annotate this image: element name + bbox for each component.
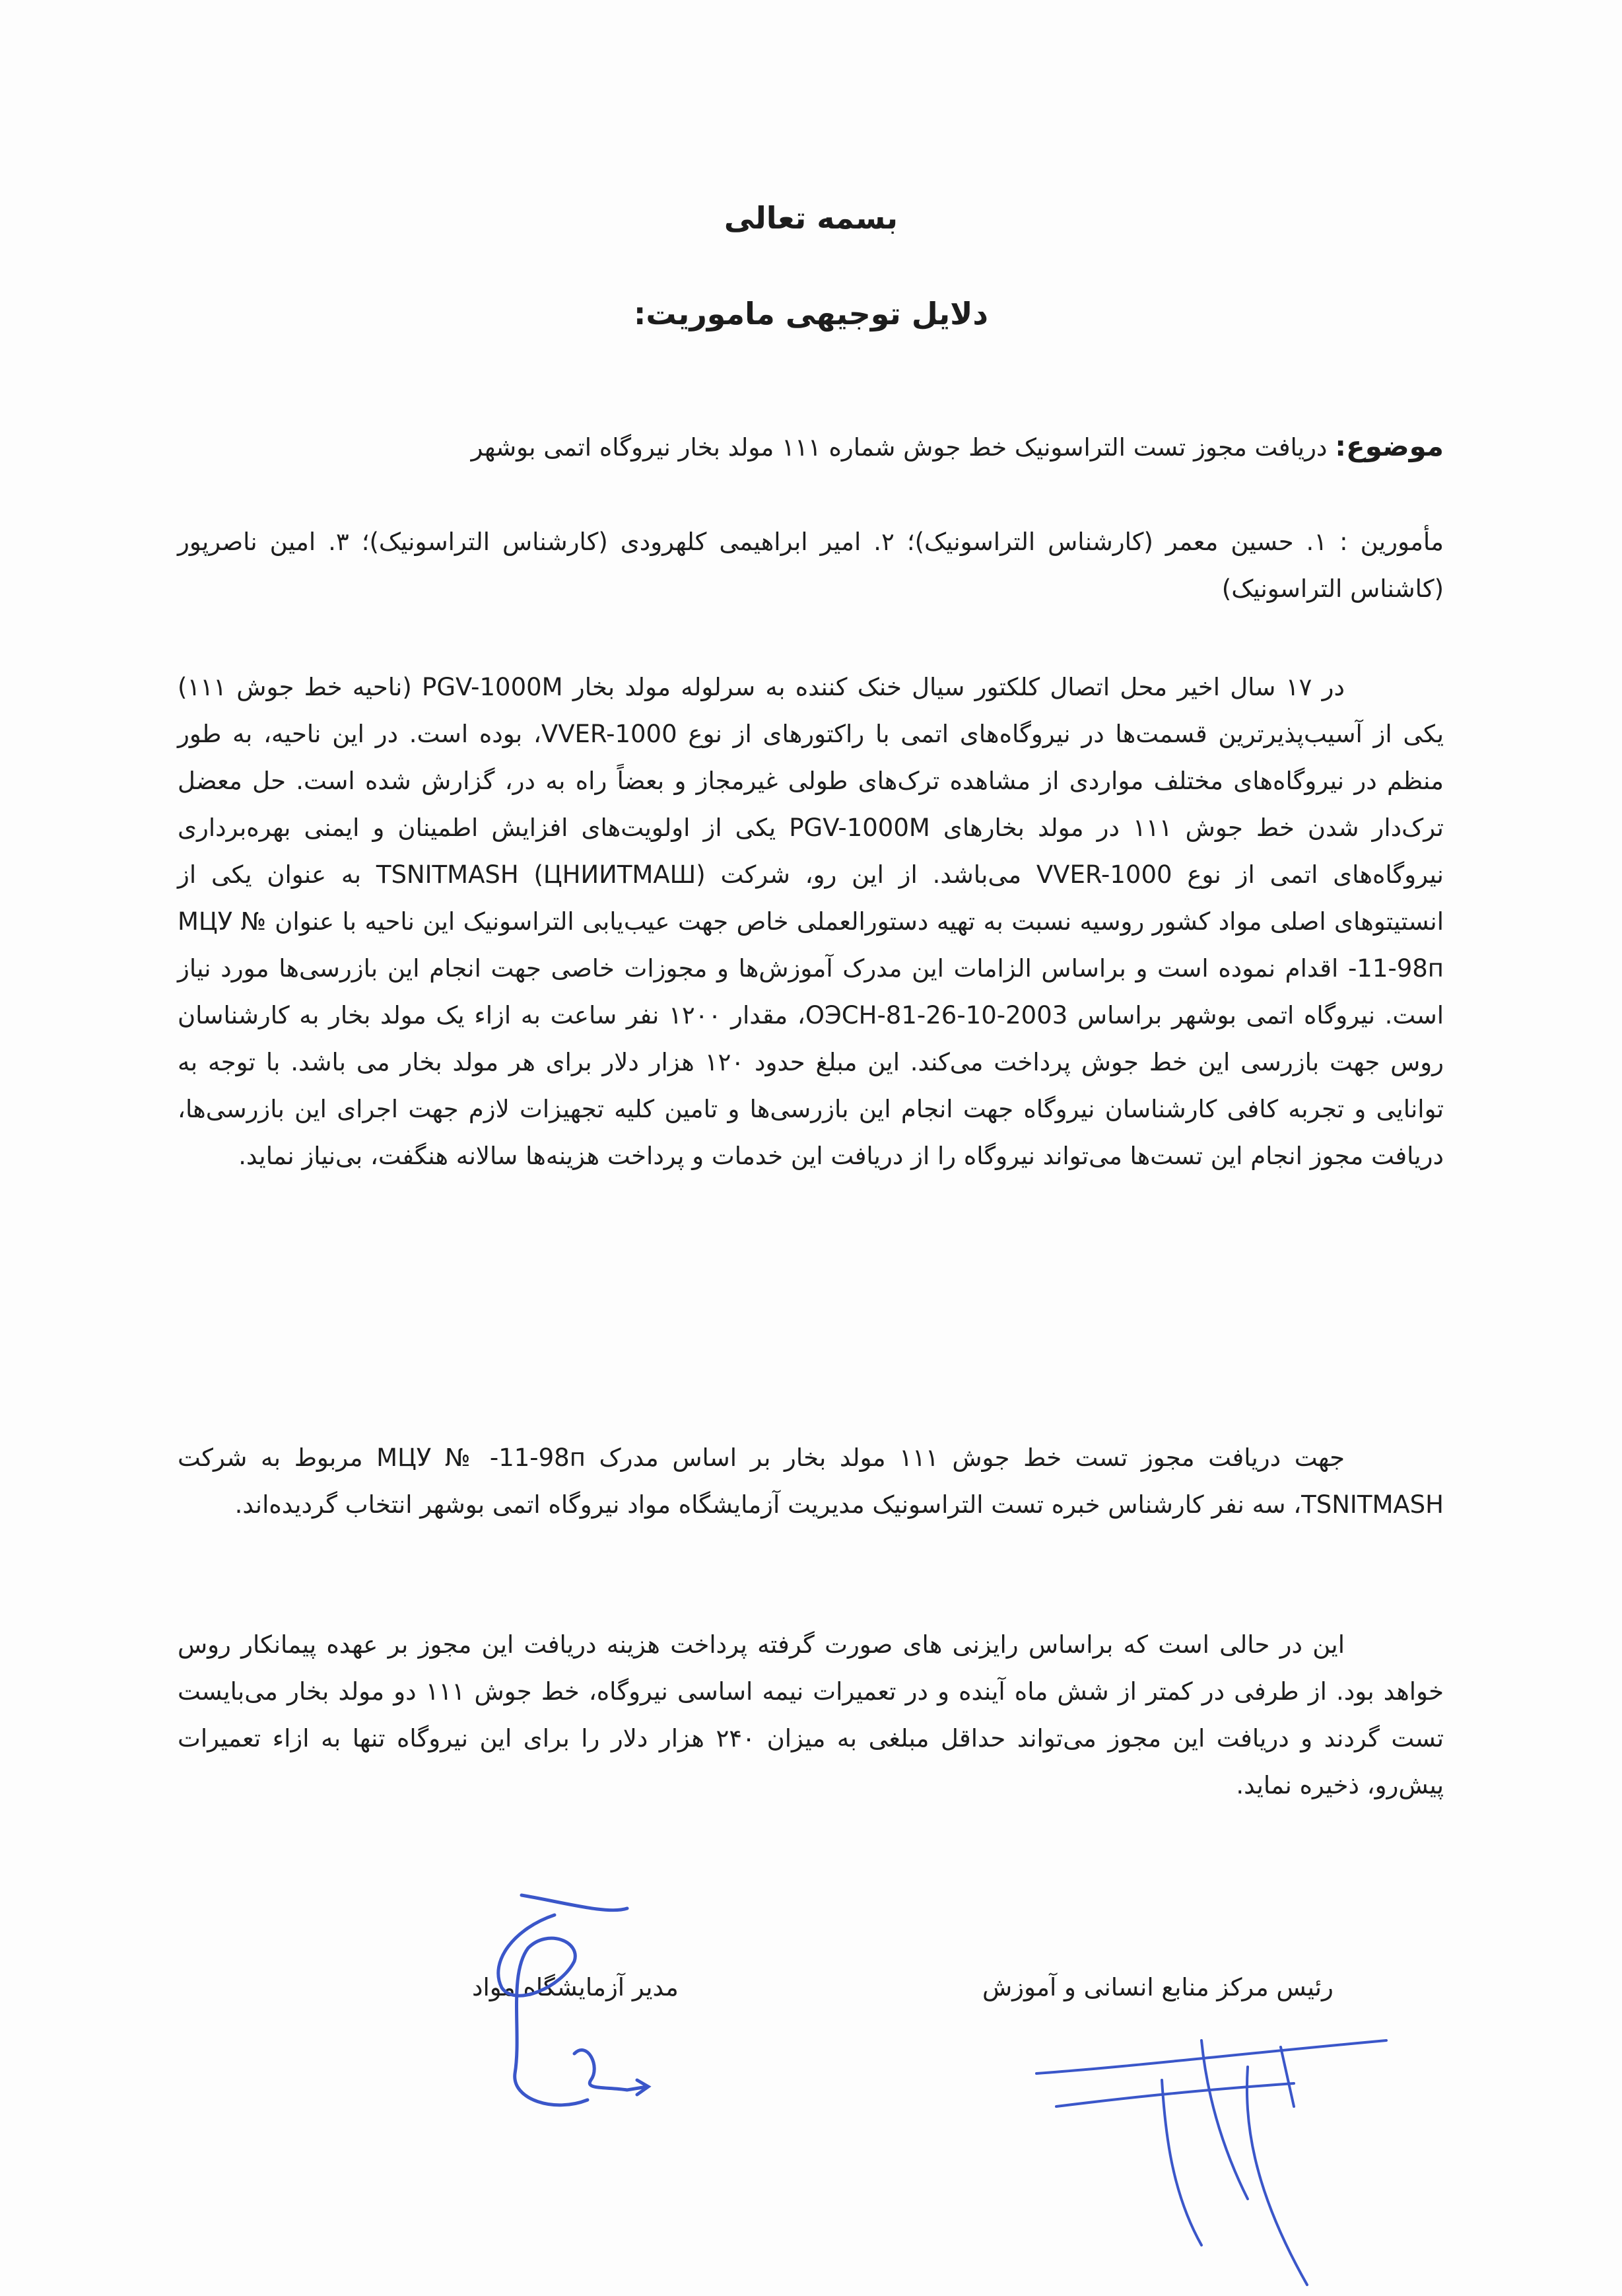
paragraph-background: در ۱۷ سال اخیر محل اتصال کلکتور سیال خنک کننده به سرلوله مولد بخار PGV-1000M (ناحیه خط جوش ۱۱۱) یکی از آسیب‌پذیرترین قسمت‌ها در نیروگاه‌های اتمی با راکتورهای از نوع VVER-1000، بوده است. در این ناحیه، به طور منظم در نیروگاه‌های مختلف مواردی از مشاهده ترک‌های طولی غیرمجاز و بعضاً راه به در، گزارش شده است. حل معضل ترک‌دار شدن خط جوش ۱۱۱ در مولد بخارهای PGV-1000M یکی از اولویت‌های افزایش اطمینان و ایمنی بهره‌برداری نیروگاه‌های اتمی از نوع VVER-1000 می‌باشد. از این رو، شرکت TSNITMASH (ЦНИИТМАШ) به عنوان یکی از انستیتوهای اصلی مواد کشور روسیه نسبت به تهیه دستورالعملی خاص جهت عیب‌یابی التراسونیک این ناحیه با عنوان МЦУ № -11-98п اقدام نموده است و براساس الزامات این مدرک آموزش‌ها و مجوزات خاصی جهت انجام این بازرسی‌ها مورد نیاز است. نیروگاه اتمی بوشهر براساس ОЭСН-81-26-10-2003، مقدار ۱۲۰۰ نفر ساعت به ازاء یک مولد بخار به کارشناسان روس جهت بازرسی این خط جوش پرداخت می‌کند. این مبلغ حدود ۱۲۰ هزار دلار برای هر مولد بخار می باشد. با توجه به توانایی و تجربه کافی کارشناسان نیروگاه جهت انجام این بازرسی‌ها و تامین کلیه تجهیزات لازم جهت اجرای این بازرسی‌ها، دریافت مجوز انجام این تست‌ها می‌تواند نیروگاه را از دریافت این خدمات و پرداخت هزینه‌ها سالانه هنگفت، بی‌نیاز نماید. [178, 673, 1444, 1170]
paragraph-cost-savings: این در حالی است که براساس رایزنی های صورت گرفته پرداخت هزینه دریافت این مجوز بر عهده پیمانکار روس خواهد بود. از طرفی در کمتر از شش ماه آینده و در تعمیرات نیمه اساسی نیروگاه، خط جوش ۱۱۱ دو مولد بخار می‌بایست تست گردند و دریافت این مجوز می‌تواند حداقل مبلغی به میزان ۲۴۰ هزار دلار را برای این نیروگاه تنها به ازاء تعمیرات پیش‌رو، ذخیره نماید. [178, 1630, 1444, 1799]
signature-lab-manager [475, 1889, 687, 2126]
heading-bismillah: بسمه تعالی [724, 200, 898, 236]
subject-label: موضوع: [1335, 430, 1444, 462]
signatory-title-hr-head: رئیس مرکز منابع انسانی و آموزش [982, 1973, 1334, 2001]
signature-hr-head [1030, 2027, 1400, 2291]
agents-line: مأمورین : ۱. حسین معمر (کارشناس التراسونیک)؛ ۲. امیر ابراهیمی کلهرودی (کارشناس التراسونیک)؛ ۳. امین ناصرپور (کاشناس التراسونیک) [178, 528, 1444, 603]
subject-line [178, 423, 1444, 471]
subject-text: دریافت مجوز تست التراسونیک خط جوش شماره ۱۱۱ مولد بخار نیروگاه اتمی بوشهر [471, 433, 1335, 462]
signatory-title-lab-manager: مدیر آزمایشگاه مواد [472, 1973, 679, 2001]
heading-mission-reasons: دلایل توجیهی ماموریت: [633, 296, 989, 331]
paragraph-selection: جهت دریافت مجوز تست خط جوش ۱۱۱ مولد بخار بر اساس مدرک МЦУ № -11-98п مربوط به شرکت TSNITMASH، سه نفر کارشناس خبره تست التراسونیک مدیریت آزمایشگاه مواد نیروگاه اتمی بوشهر انتخاب گردیده‌اند. [178, 1444, 1444, 1519]
